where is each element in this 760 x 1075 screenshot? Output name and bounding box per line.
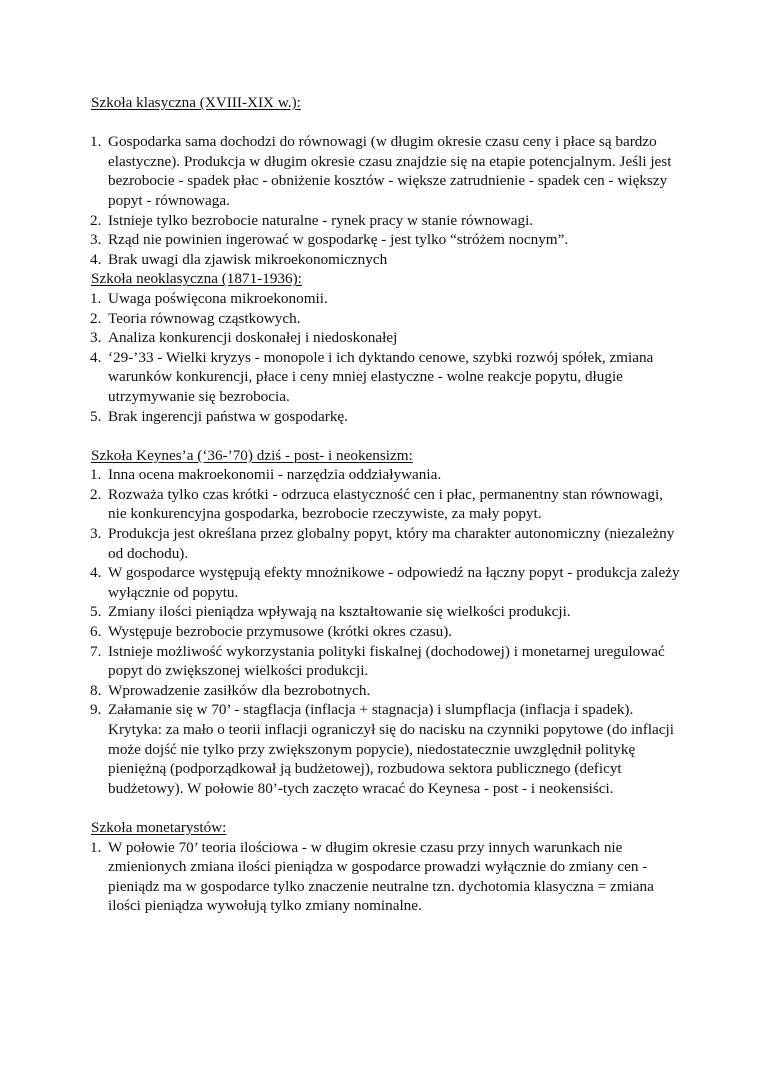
list-item-text: Występuje bezrobocie przymusowe (krótki okres czasu). <box>108 623 453 641</box>
spacer <box>91 426 681 446</box>
list-item-text: Gospodarka sama dochodzi do równowagi (w długim okresie czasu ceny i płace są bardzo elastyczne). Produkcja w długim okresie czasu znajdzie się na etapie potencjalnym. Jeśli jest bezrobocie - spadek płac - obniżenie kosztów - większe zatrudnienie - spadek cen - większy popyt - równowaga. <box>108 133 672 209</box>
list-item-text: Rząd nie powinien ingerować w gospodarkę - jest tylko “stróżem nocnym”. <box>108 231 569 249</box>
list-item-number: 2. <box>90 309 102 327</box>
list-item-text: Załamanie się w 70’ - stagflacja (inflacja + stagnacja) i slumpflacja (inflacja i spadek). Krytyka: za mało o teorii inflacji ograniczył się do nacisku na czynniki popytowe (do inflacji może dojść nie tylko przy zwiększonym popycie), niedostatecznie uwzględnił politykę pieniężną (podporządkował ją budżetowej), rozbudowa sektora publicznego (deficyt budżetowy). W połowie 80’-tych zaczęto wracać do Keynesa - post - i neokensiści. <box>108 701 674 797</box>
list-item-text: ‘29-’33 - Wielki kryzys - monopole i ich dyktando cenowe, szybki rozwój spółek, zmiana warunków konkurencji, płace i ceny mniej elastyczne - wolne reakcje popytu, długie utrzymywanie się bezrobocia. <box>108 348 654 405</box>
list-item-text: Brak uwagi dla zjawisk mikroekonomicznych <box>108 250 388 268</box>
list-item-text: Brak ingerencji państwa w gospodarkę. <box>108 407 348 425</box>
list-item <box>91 407 681 427</box>
list-item-number: 3. <box>90 329 102 347</box>
list-item-text: W połowie 70’ teoria ilościowa - w długim okresie czasu przy innych warunkach nie zmienionych zmiana ilości pieniądza w gospodarce prowadzi wyłącznie do zmiany cen - pieniądz ma w gospodarce tylko znaczenie neutralne tzn. dychotomia klasyczna = zmiana ilości pieniądza wywołują tylko zmiany nominalne. <box>108 838 654 915</box>
document-body <box>91 93 681 916</box>
spacer <box>91 113 681 133</box>
list-item-number: 4. <box>90 250 102 268</box>
list-item-text: Wprowadzenie zasiłków dla bezrobotnych. <box>108 681 371 699</box>
list-item-number: 3. <box>90 525 102 543</box>
list-item-text: Istnieje możliwość wykorzystania polityki fiskalnej (dochodowej) i monetarnej uregulować popyt do zwiększonej wielkości produkcji. <box>108 642 665 680</box>
section-heading-monetarystow: Szkoła monetarystów: <box>91 818 227 836</box>
list-item-text: Inna ocena makroekonomii - narzędzia oddziaływania. <box>108 466 442 484</box>
list-item <box>91 681 681 701</box>
list-item-number: 4. <box>90 564 102 582</box>
list-item-number: 1. <box>90 133 102 151</box>
list-item <box>91 289 681 309</box>
list-item-text: Istnieje tylko bezrobocie naturalne - rynek pracy w stanie równowagi. <box>108 211 534 229</box>
list-item-number: 5. <box>90 603 102 621</box>
list-item <box>91 838 681 916</box>
list-item <box>91 309 681 329</box>
section-heading-neoklasyczna: Szkoła neoklasyczna (1871-1936): <box>91 270 302 288</box>
list-item <box>91 211 681 231</box>
list-item <box>91 485 681 524</box>
list-item-number: 6. <box>90 623 102 641</box>
list-item-number: 1. <box>90 289 102 307</box>
list-item-number: 3. <box>90 231 102 249</box>
list-item <box>91 642 681 681</box>
list-item-text: Analiza konkurencji doskonałej i niedoskonałej <box>108 329 398 347</box>
list-item-text: Teoria równowag cząstkowych. <box>108 309 301 327</box>
list-item <box>91 602 681 622</box>
list-item <box>91 622 681 642</box>
list-item <box>91 230 681 250</box>
list-keynes <box>91 465 681 798</box>
list-item <box>91 524 681 563</box>
list-klasyczna <box>91 132 681 269</box>
list-item-number: 5. <box>90 407 102 425</box>
list-item-text: Zmiany ilości pieniądza wpływają na kształtowanie się wielkości produkcji. <box>108 603 571 621</box>
list-item <box>91 465 681 485</box>
list-item-number: 9. <box>90 701 102 719</box>
list-item-text: Rozważa tylko czas krótki - odrzuca elastyczność cen i płac, permanentny stan równowagi, nie konkurencyjna gospodarka, bezrobocie rzeczywiste, za mały popyt. <box>108 485 663 523</box>
list-item-number: 2. <box>90 211 102 229</box>
list-item <box>91 328 681 348</box>
list-item-number: 4. <box>90 348 102 366</box>
list-item-number: 1. <box>90 466 102 484</box>
list-item-text: Uwaga poświęcona mikroekonomii. <box>108 289 328 307</box>
list-item-text: W gospodarce występują efekty mnożnikowe - odpowiedź na łączny popyt - produkcja zależy wyłącznie od popytu. <box>108 564 680 601</box>
section-heading-klasyczna: Szkoła klasyczna (XVIII-XIX w.): <box>91 94 301 111</box>
list-item <box>91 700 681 798</box>
spacer <box>91 798 681 818</box>
list-item-number: 1. <box>90 838 102 856</box>
list-monetarystow <box>91 838 681 916</box>
section-heading-keynes: Szkoła Keynes’a (‘36-’70) dziś - post- i neokensizm: <box>91 446 413 464</box>
list-item <box>91 348 681 407</box>
list-item <box>91 563 681 602</box>
list-item-number: 7. <box>90 642 102 660</box>
list-item-text: Produkcja jest określana przez globalny popyt, który ma charakter autonomiczny (niezależny od dochodu). <box>108 525 675 562</box>
list-item-number: 8. <box>90 681 102 699</box>
list-item <box>91 250 681 270</box>
list-neoklasyczna <box>91 289 681 426</box>
list-item <box>91 132 681 210</box>
list-item-number: 2. <box>90 485 102 503</box>
